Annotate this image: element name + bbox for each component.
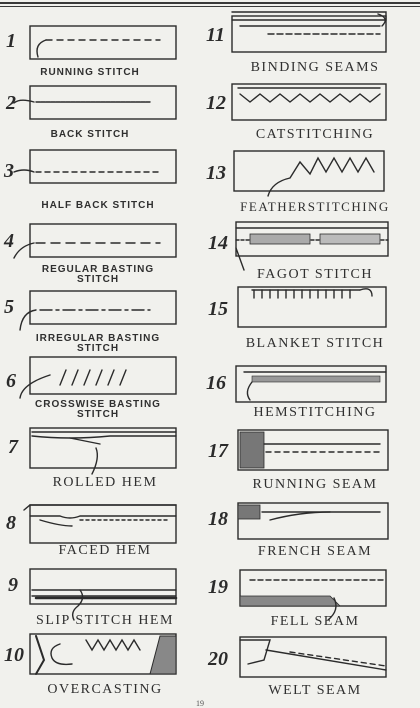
stitch-16-number: 16 bbox=[206, 372, 226, 394]
stitch-19-caption: FELL SEAM bbox=[270, 614, 360, 629]
stitch-18-number: 18 bbox=[208, 508, 228, 530]
stitch-18-drawing bbox=[238, 503, 388, 539]
stitch-10-drawing bbox=[30, 634, 176, 674]
stitch-15-drawing bbox=[238, 287, 386, 327]
stitch-16-caption: HEMSTITCHING bbox=[253, 405, 377, 420]
stitch-14-drawing bbox=[236, 222, 388, 270]
stitch-2-caption: BACK STITCH bbox=[50, 129, 130, 140]
stitch-8-number: 8 bbox=[6, 512, 16, 534]
stitch-9-caption: SLIP STITCH HEM bbox=[36, 613, 174, 628]
stitch-11-number: 11 bbox=[206, 24, 225, 46]
stitch-20-caption: WELT SEAM bbox=[268, 683, 362, 698]
stitch-1-number: 1 bbox=[6, 30, 16, 52]
stitch-7-number: 7 bbox=[8, 436, 18, 458]
stitch-17-caption: RUNNING SEAM bbox=[252, 477, 378, 492]
stitch-8-drawing bbox=[24, 505, 176, 543]
stitch-20-number: 20 bbox=[208, 648, 228, 670]
stitch-12-number: 12 bbox=[206, 92, 226, 114]
stitch-3-drawing bbox=[14, 150, 176, 183]
stitch-17-drawing bbox=[238, 430, 388, 470]
stitch-7-caption: ROLLED HEM bbox=[52, 475, 158, 490]
stitch-2-drawing bbox=[14, 86, 176, 119]
stitch-12-drawing bbox=[232, 84, 386, 120]
stitch-5-drawing bbox=[20, 291, 176, 330]
stitch-15-number: 15 bbox=[208, 298, 228, 320]
stitch-4-number: 4 bbox=[4, 230, 14, 252]
stitch-10-caption: OVERCASTING bbox=[47, 682, 163, 697]
stitch-2-number: 2 bbox=[6, 92, 16, 114]
stitch-8-caption: FACED HEM bbox=[58, 543, 152, 558]
stitch-7-drawing bbox=[30, 428, 176, 474]
stitch-13-number: 13 bbox=[206, 162, 226, 184]
stitch-12-caption: CATSTITCHING bbox=[255, 127, 375, 142]
stitch-4-drawing bbox=[14, 224, 176, 258]
stitch-17-number: 17 bbox=[208, 440, 228, 462]
stitch-3-number: 3 bbox=[4, 160, 14, 182]
stitch-16-drawing bbox=[236, 366, 386, 402]
stitch-18-caption: FRENCH SEAM bbox=[257, 544, 373, 559]
stitch-5-caption: IRREGULAR BASTING STITCH bbox=[35, 333, 161, 354]
stitch-20-drawing bbox=[240, 637, 386, 677]
stitch-6-caption: CROSSWISE BASTING STITCH bbox=[35, 399, 161, 420]
stitch-6-number: 6 bbox=[6, 370, 16, 392]
stitch-11-caption: BINDING SEAMS bbox=[250, 60, 380, 75]
stitch-19-drawing bbox=[240, 570, 386, 620]
stitch-9-number: 9 bbox=[8, 574, 18, 596]
stitch-5-number: 5 bbox=[4, 296, 14, 318]
stitch-1-caption: RUNNING STITCH bbox=[40, 67, 140, 78]
stitch-1-drawing bbox=[30, 26, 176, 59]
stitch-15-caption: BLANKET STITCH bbox=[245, 336, 385, 351]
stitch-3-caption: HALF BACK STITCH bbox=[41, 200, 155, 211]
stitch-4-caption: REGULAR BASTING STITCH bbox=[41, 264, 155, 285]
stitch-14-caption: FAGOT STITCH bbox=[257, 267, 373, 282]
stitch-10-number: 10 bbox=[4, 644, 24, 666]
stitch-13-caption: FEATHERSTITCHING bbox=[240, 199, 390, 214]
stitch-13-drawing bbox=[234, 151, 384, 196]
stitch-19-number: 19 bbox=[208, 576, 228, 598]
stitch-11-drawing bbox=[232, 12, 386, 52]
stitch-14-number: 14 bbox=[208, 232, 228, 254]
stitch-6-drawing bbox=[20, 357, 176, 398]
page-number: 19 bbox=[196, 699, 204, 708]
